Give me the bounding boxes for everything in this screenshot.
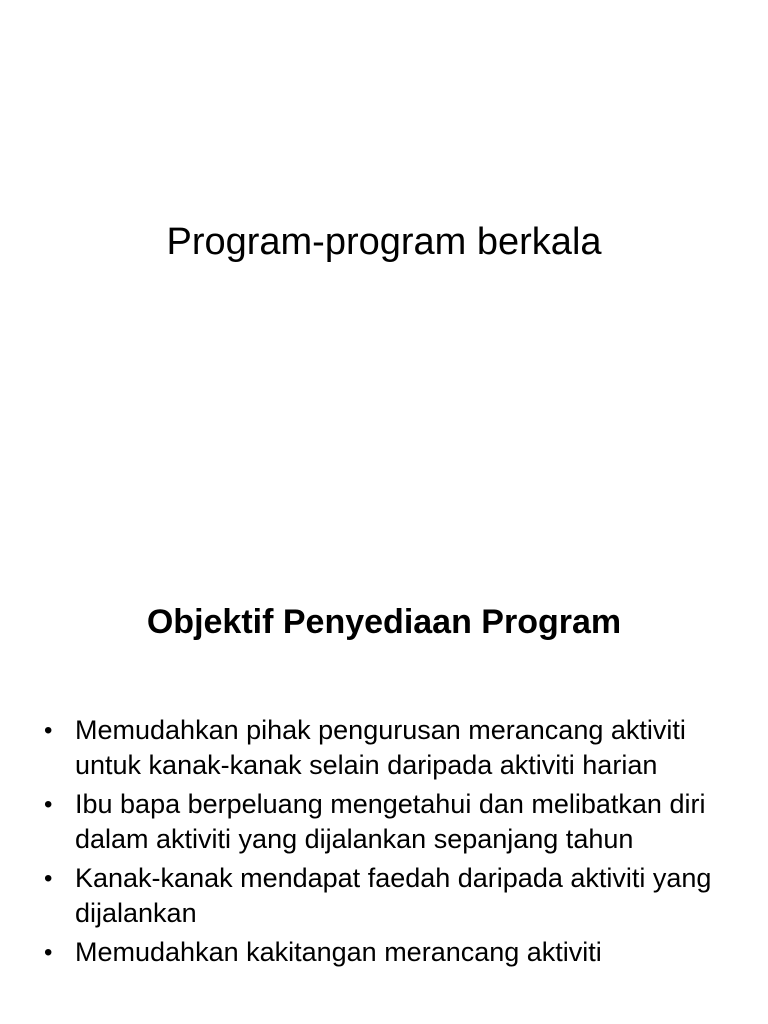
list-item-text: Kanak-kanak mendapat faedah daripada aktiviti yang dijalankan: [75, 863, 712, 928]
slide-objectives: [0, 576, 768, 1024]
list-item: [44, 935, 734, 970]
slide-title-heading: Program-program berkala: [166, 221, 602, 263]
bullet-icon: •: [44, 717, 53, 744]
bullet-list: [44, 713, 734, 974]
list-item-text: Ibu bapa berpeluang mengetahui dan melibatkan diri dalam aktiviti yang dijalankan sepanjang tahun: [75, 789, 706, 854]
list-item-text: Memudahkan pihak pengurusan merancang aktiviti untuk kanak-kanak selain daripada aktiviti harian: [75, 715, 686, 780]
bullet-icon: •: [44, 939, 53, 966]
bullet-icon: •: [44, 791, 53, 818]
bullet-icon: •: [44, 865, 53, 892]
list-item: [44, 787, 734, 857]
list-item-text: Memudahkan kakitangan merancang aktiviti: [75, 937, 602, 967]
list-item: [44, 861, 734, 931]
list-item: [44, 713, 734, 783]
section-heading: Objektif Penyediaan Program: [146, 603, 622, 641]
